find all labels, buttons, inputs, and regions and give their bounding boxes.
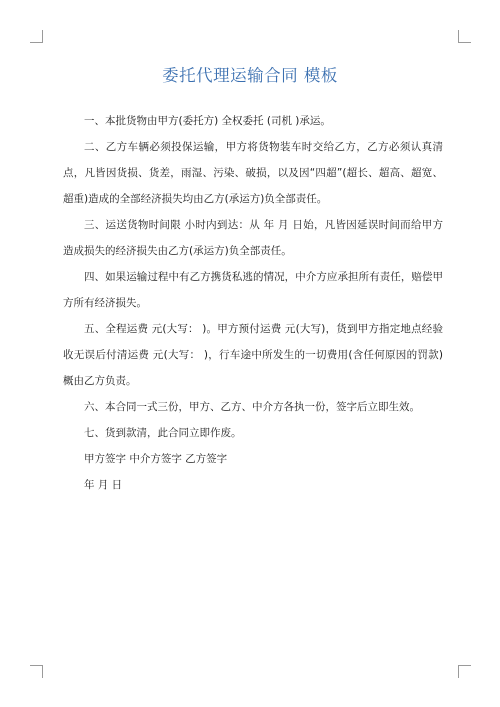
crop-mark-bottom-left <box>30 665 43 678</box>
crop-mark-top-right <box>458 30 471 43</box>
clause-4: 四、如果运输过程中有乙方携货私逃的情况，中介方应承担所有责任，赔偿甲方所有经济损失。 <box>63 271 443 309</box>
document-body <box>63 108 443 498</box>
document-title: 委托代理运输合同 模板 <box>162 66 338 85</box>
crop-mark-bottom-right <box>458 665 471 678</box>
clause-2: 二、乙方车辆必须投保运输，甲方将货物装车时交给乙方，乙方必须认真清点，凡皆因货损、货差，雨湿、污染、破损，以及因“四超”(超长、超高、超宽、超重)造成的全部经济损失均由乙方(承运方)负全部责任。 <box>63 141 443 205</box>
clause-6: 六、本合同一式三份，甲方、乙方、中介方各执一份，签字后立即生效。 <box>84 401 420 413</box>
signature-line: 甲方签字 中介方签字 乙方签字 <box>84 453 228 465</box>
clause-5: 五、全程运费 元(大写： )。甲方预付运费 元(大写)，货到甲方指定地点经验收无误后付清运费 元(大写： )，行车途中所发生的一切费用(含任何原因的罚款)概由乙方负责。 <box>63 323 443 387</box>
crop-mark-top-left <box>30 30 43 43</box>
clause-7: 七、货到款清，此合同立即作废。 <box>84 427 242 439</box>
date-line: 年 月 日 <box>84 479 123 491</box>
clause-3: 三、运送货物时间限 小时内到达：从 年 月 日始，凡皆因延误时间而给甲方造成损失的经济损失由乙方(承运方)负全部责任。 <box>63 219 443 257</box>
clause-1: 一、本批货物由甲方(委托方) 全权委托 (司机 )承运。 <box>84 115 331 127</box>
